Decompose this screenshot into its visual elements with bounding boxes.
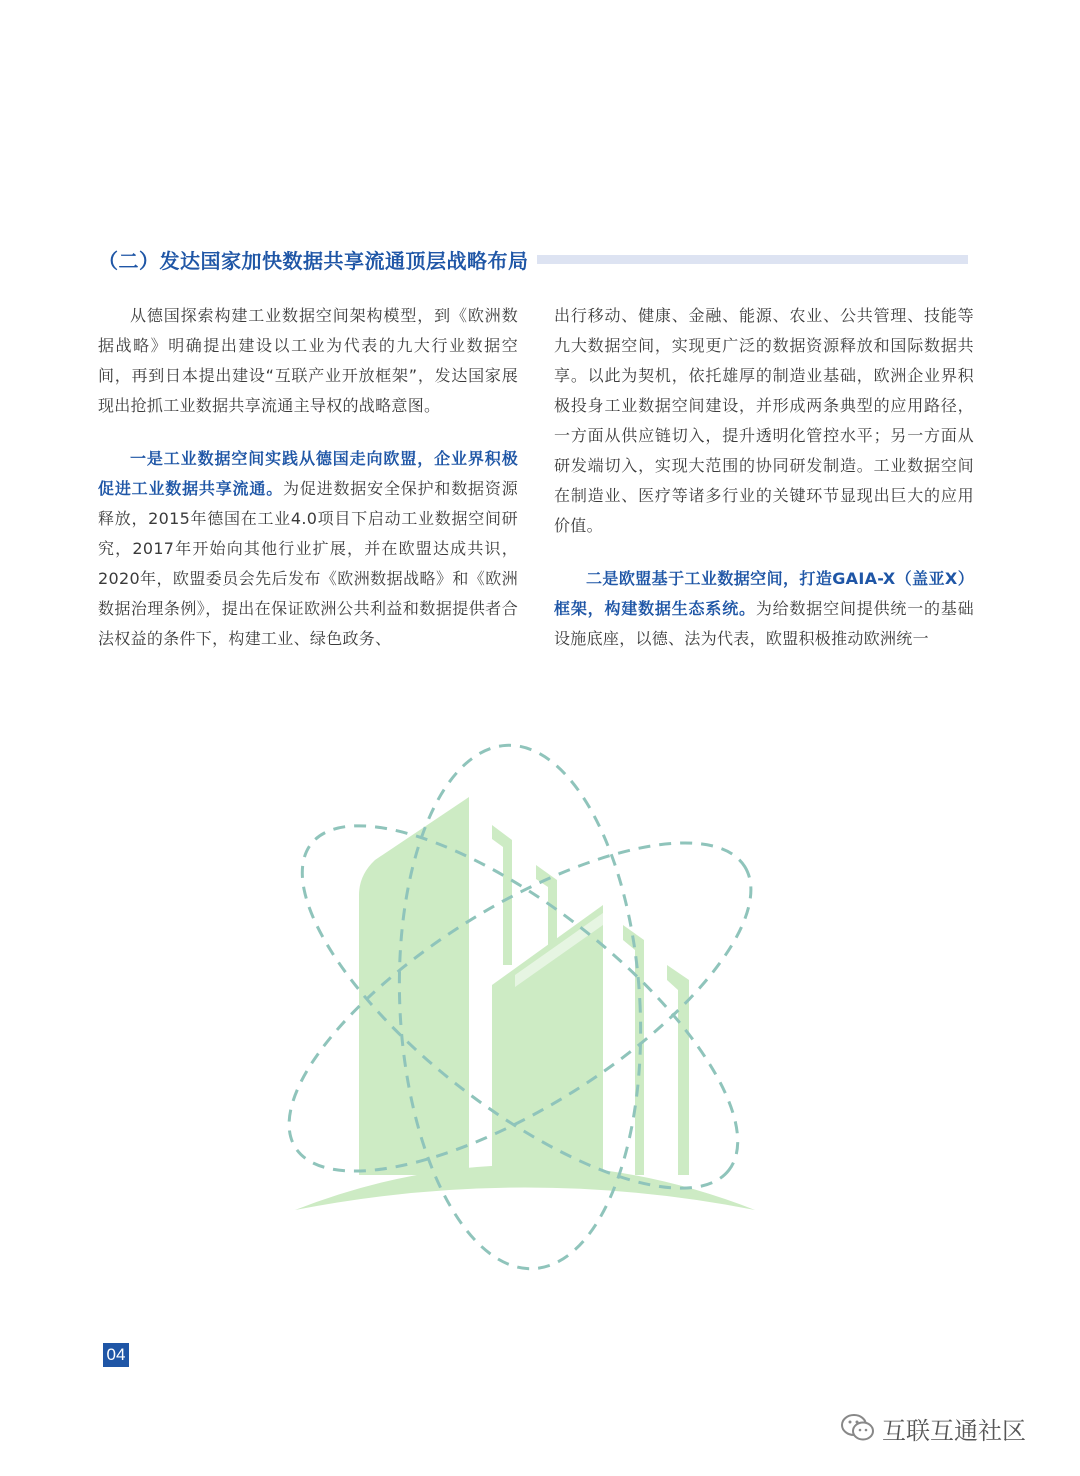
left-paragraph-2 (98, 444, 518, 654)
watermark (840, 1410, 1052, 1446)
right-body-text: 为给数据空间提供统一的基础设施底座，以德、法为代表，欧盟积极推动欧洲统一 (554, 599, 974, 648)
left-lead-sentence: 一是工业数据空间实践从德国走向欧盟，企业界积极促进工业数据共享流通。 (98, 449, 518, 498)
right-column (554, 301, 974, 654)
city-buildings-orbit-illustration (255, 735, 785, 1280)
right-lead-sentence: 二是欧盟基于工业数据空间，打造GAIA-X（盖亚X）框架，构建数据生态系统。 (554, 569, 974, 618)
right-paragraph-1: 出行移动、健康、金融、能源、农业、公共管理、技能等九大数据空间，实现更广泛的数据资源释放和国际数据共享。以此为契机，依托雄厚的制造业基础，欧洲企业界积极投身工业数据空间建设，并形成两条典型的应用路径，一方面从供应链切入，提升透明化管控水平；另一方面从研发端切入，实现大范围的协同研发制造。工业数据空间在制造业、医疗等诸多行业的关键环节显现出巨大的应用价值。 (554, 306, 974, 535)
wechat-chat-bubble-icon (840, 1411, 876, 1445)
heading-underline-bar (537, 255, 969, 264)
building-antenna-1 (492, 825, 512, 965)
building-right-2 (667, 965, 689, 1175)
section-title: （二）发达国家加快数据共享流通顶层战略布局 (98, 248, 529, 273)
left-column (98, 301, 518, 654)
left-body-text: 为促进数据安全保护和数据资源释放，2015年德国在工业4.0项目下启动工业数据空间研究，2017年开始向其他行业扩展，并在欧盟达成共识，2020年，欧盟委员会先后发布《欧洲数据战略》和《欧洲数据治理条例》，提出在保证欧洲公共利益和数据提供者合法权益的条件下，构建工业、绿色政务、 (98, 479, 518, 648)
left-paragraph-1: 从德国探索构建工业数据空间架构模型，到《欧洲数据战略》明确提出建设以工业为代表的九大行业数据空间，再到日本提出建设“互联产业开放框架”，发达国家展现出抢抓工业数据共享流通主导权的战略意图。 (98, 306, 518, 415)
watermark-text: 互联互通社区 (882, 1416, 1026, 1445)
right-paragraph-2 (554, 564, 974, 654)
section-heading (98, 240, 968, 278)
page-number: 04 (103, 1343, 129, 1367)
building-tall-left (359, 797, 469, 1175)
